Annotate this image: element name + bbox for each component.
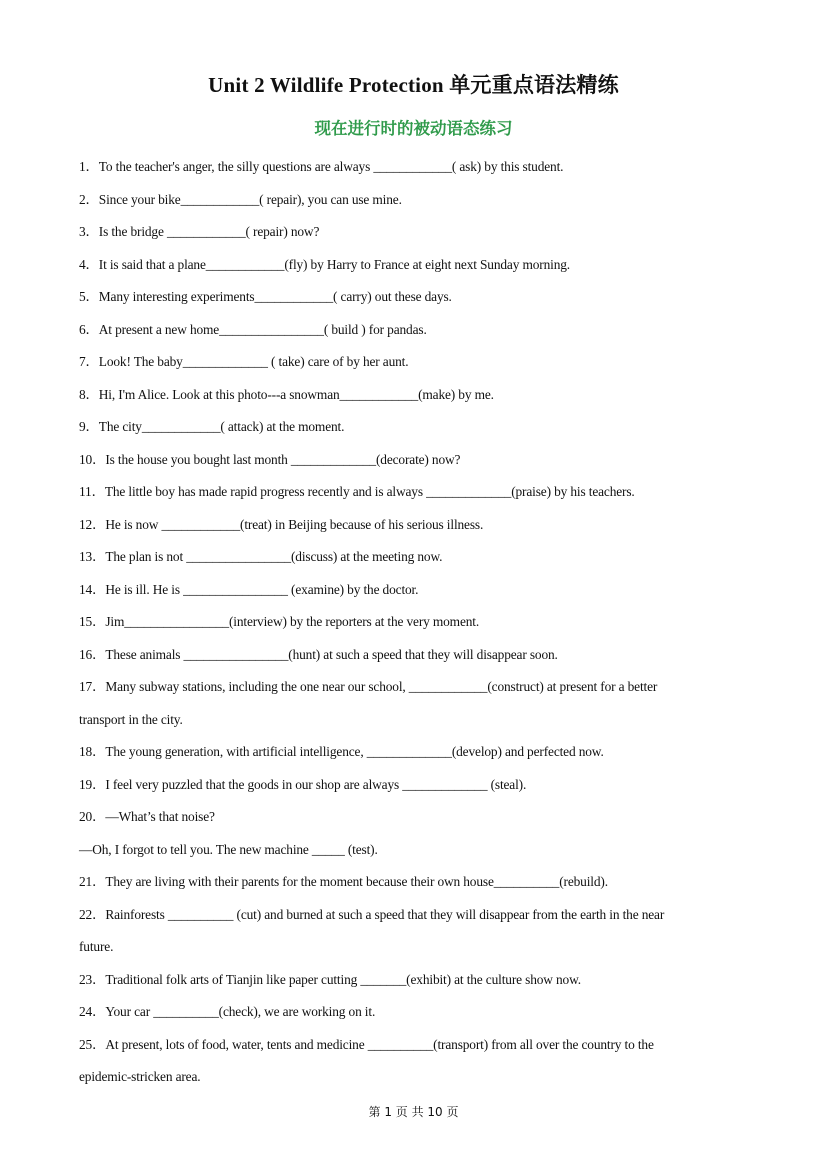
question-line: 23．Traditional folk arts of Tianjin like paper cutting _______(exhibit) at the culture show now. — [79, 971, 581, 987]
question-line: 14．He is ill. He is ________________ (examine) by the doctor. — [79, 581, 419, 597]
question-line: 24．Your car __________(check), we are working on it. — [79, 1004, 376, 1019]
question-line: 16．These animals ________________(hunt) at such a speed that they will disappear soon. — [79, 646, 558, 662]
question-line: 8．Hi, I'm Alice. Look at this photo---a snowman____________(make) by me. — [79, 386, 494, 402]
question-line: 6．At present a new home________________( build ) for pandas. — [79, 321, 427, 337]
question-line: 19．I feel very puzzled that the goods in our shop are always _____________ (steal). — [79, 776, 527, 792]
section-subtitle: 现在进行时的被动语态练习 — [314, 119, 513, 138]
question-line: 15．Jim________________(interview) by the reporters at the very moment. — [79, 614, 480, 629]
question-line: 11．The little boy has made rapid progress recently and is always _____________(praise) by his teachers. — [79, 484, 635, 499]
question-line: 9．The city____________( attack) at the moment. — [79, 419, 345, 434]
question-line: 13．The plan is not ________________(discuss) at the meeting now. — [79, 549, 443, 564]
question-line: 4．It is said that a plane____________(fly) by Harry to France at eight next Sunday morning. — [79, 256, 570, 272]
question-line: 10．Is the house you bought last month _____________(decorate) now? — [79, 451, 461, 467]
question-line: 21．They are living with their parents for the moment because their own house__________(rebuild). — [79, 874, 608, 889]
question-list — [79, 154, 749, 1097]
question-line: 25．At present, lots of food, water, tents and medicine __________(transport) from all over the country to the — [79, 1036, 654, 1052]
question-line-continued: future. — [79, 939, 114, 954]
page-footer: 第 1 页 共 10 页 — [368, 1105, 459, 1119]
question-line-continued: —Oh, I forgot to tell you. The new machine _____ (test). — [79, 841, 378, 857]
question-line: 7．Look! The baby_____________ ( take) care of by her aunt. — [79, 354, 409, 369]
question-line: 3．Is the bridge ____________( repair) now? — [79, 224, 320, 239]
question-line-continued: epidemic-stricken area. — [79, 1069, 201, 1084]
question-line: 12．He is now ____________(treat) in Beijing because of his serious illness. — [79, 516, 484, 532]
question-line: 5．Many interesting experiments____________( carry) out these days. — [79, 289, 452, 304]
question-line: 17．Many subway stations, including the one near our school, ____________(construct) at present for a better — [79, 679, 658, 694]
question-line: 2．Since your bike____________( repair), you can use mine. — [79, 191, 402, 207]
page-title: Unit 2 Wildlife Protection 单元重点语法精练 — [208, 73, 619, 97]
question-line: 20．—What’s that noise? — [79, 809, 215, 824]
question-line-continued: transport in the city. — [79, 711, 183, 727]
question-line: 1．To the teacher's anger, the silly questions are always ____________( ask) by this student. — [79, 159, 564, 174]
question-line: 22．Rainforests __________ (cut) and burned at such a speed that they will disappear from the earth in the near — [79, 906, 665, 922]
question-line: 18．The young generation, with artificial intelligence, _____________(develop) and perfected now. — [79, 744, 604, 759]
